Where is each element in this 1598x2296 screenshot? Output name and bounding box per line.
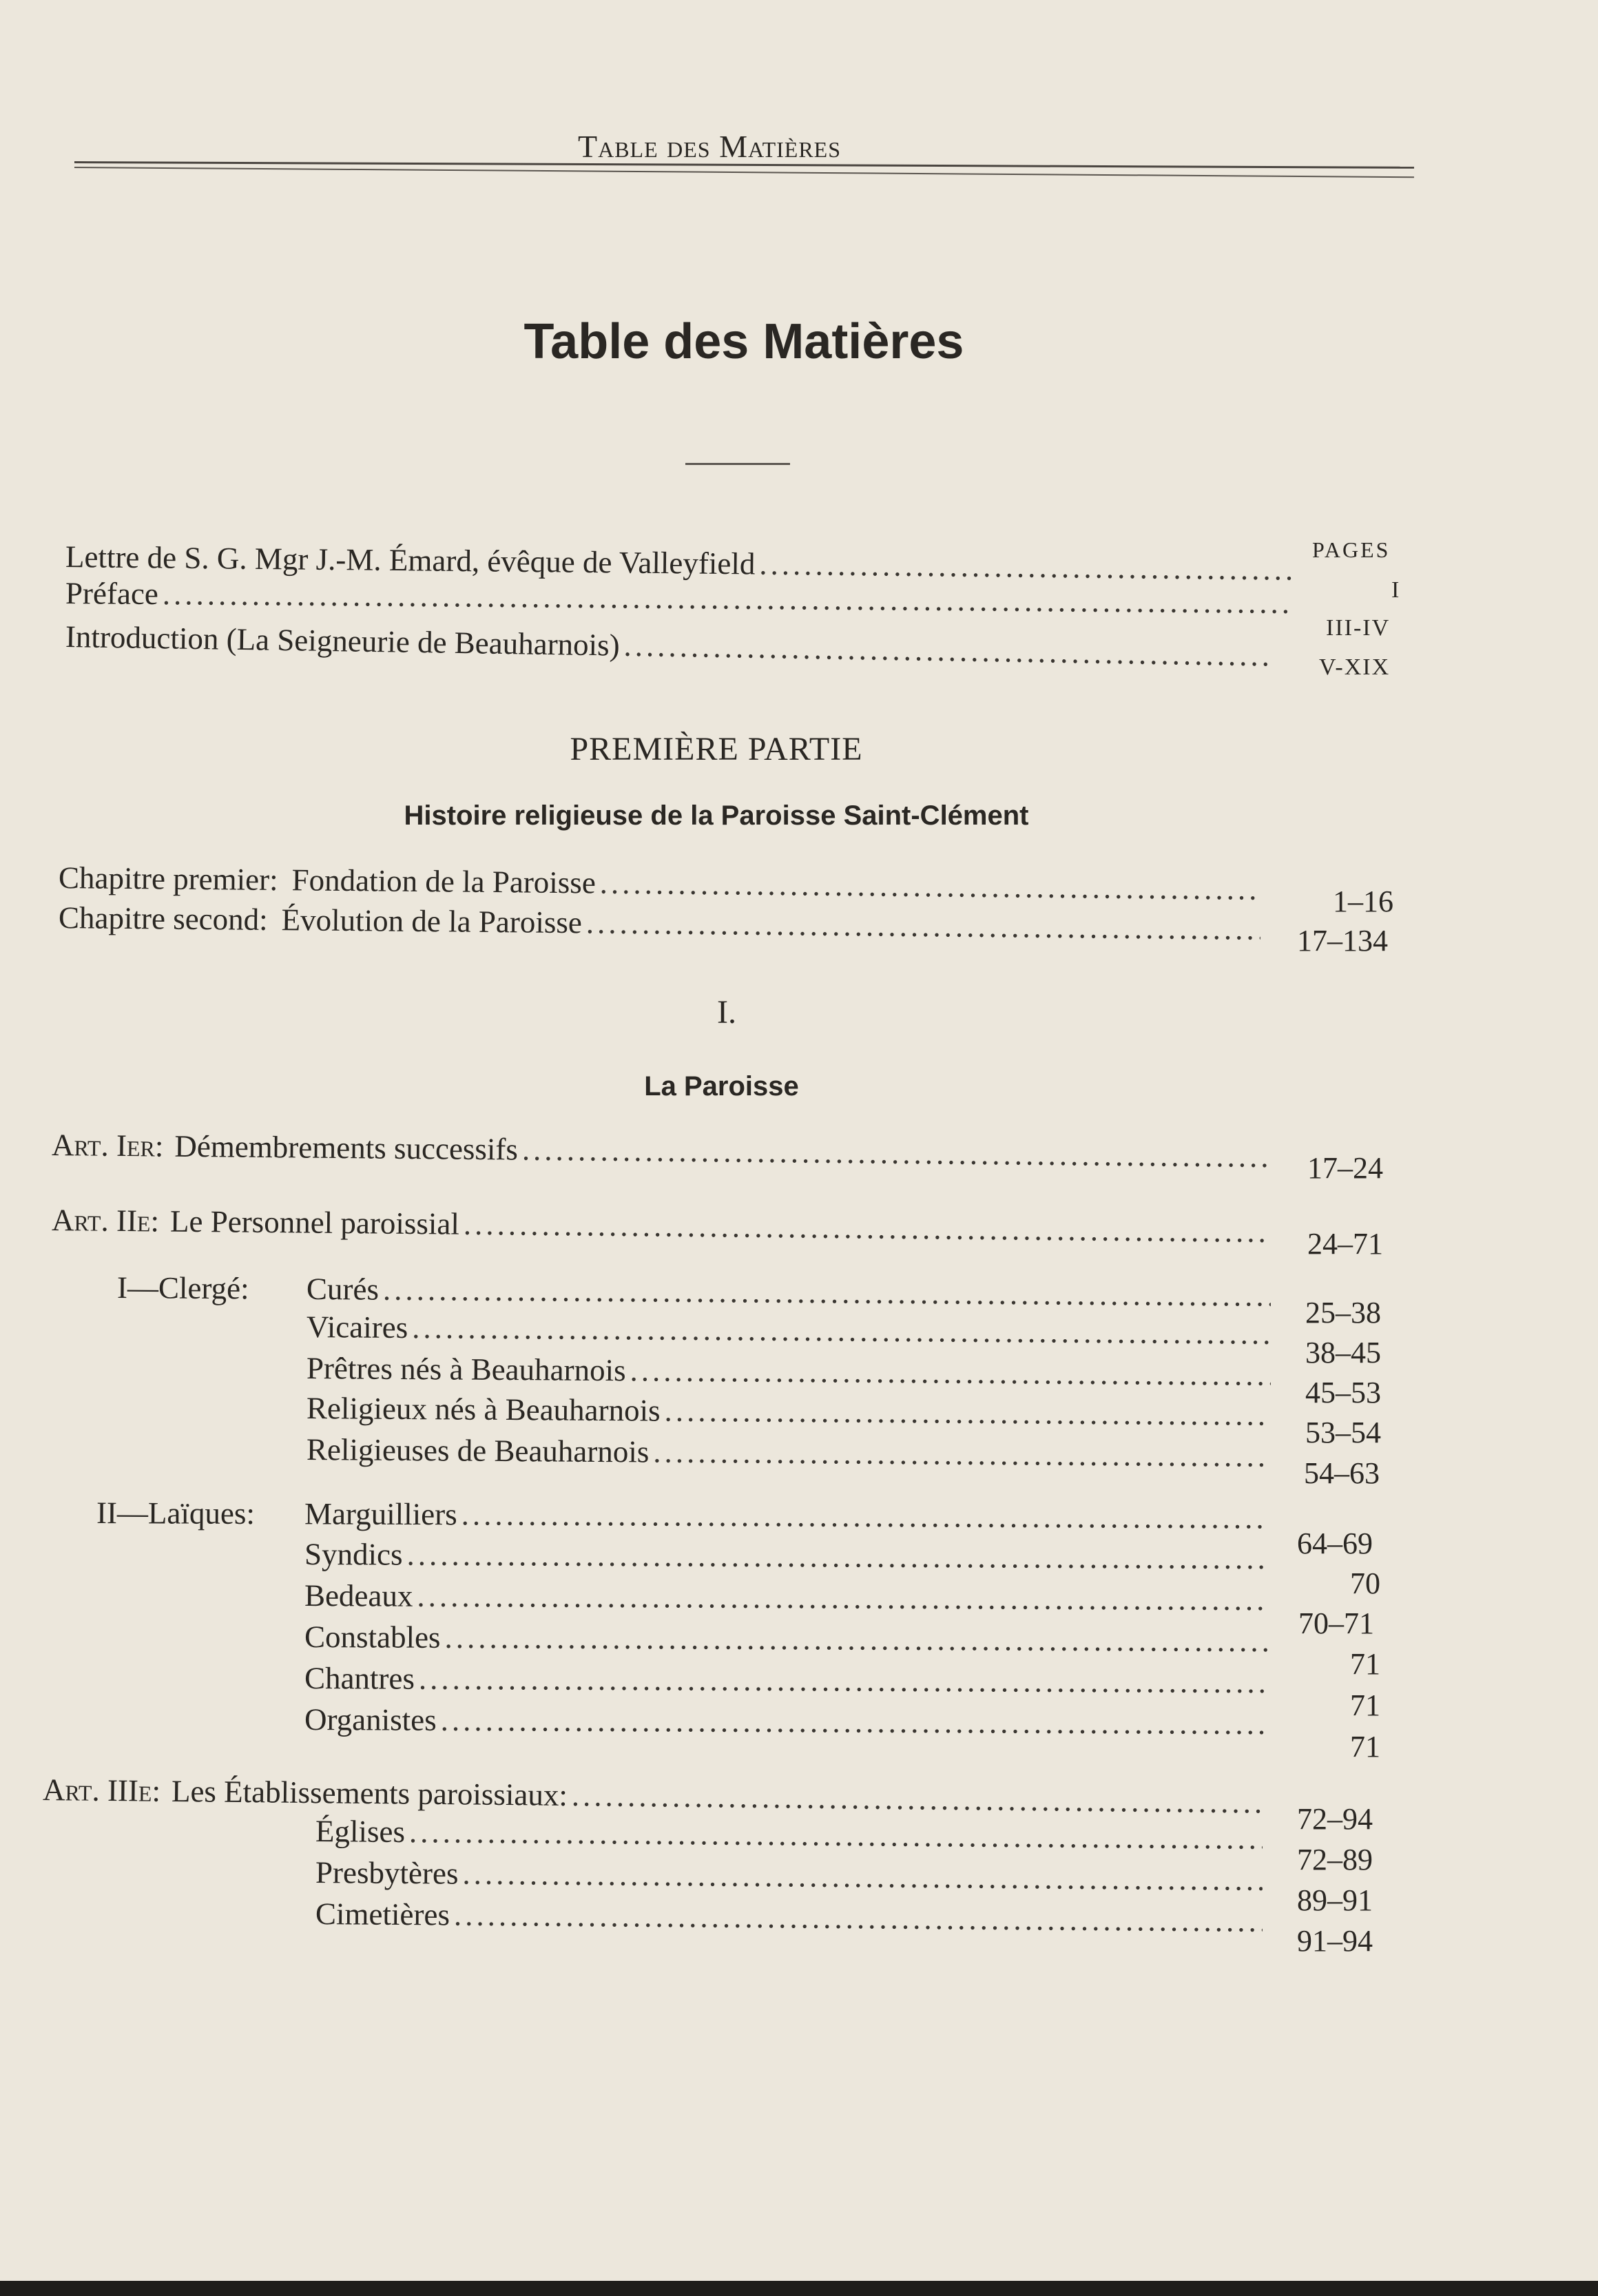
entry-label: Religieux nés à Beauharnois: [306, 1391, 661, 1428]
entry-page: 91–94: [1297, 1924, 1373, 1958]
dot-leader: [409, 1814, 1263, 1857]
entry-page: 64–69: [1297, 1527, 1373, 1560]
entry-label: Presbytères: [315, 1855, 459, 1891]
entry-label: Évolution de la Paroisse: [281, 902, 583, 940]
entry-label: Organistes: [304, 1702, 437, 1737]
entry-label: Bedeaux: [304, 1578, 413, 1613]
entry-label: Les Établissements paroissiaux:: [171, 1773, 568, 1812]
toc-entry-article-1[interactable]: [52, 1127, 1271, 1177]
title-divider: [685, 463, 790, 465]
toc-entry-clerge-religieux[interactable]: [307, 1390, 1271, 1436]
entry-page: 70: [1350, 1566, 1380, 1600]
toc-entry-laiques-organistes[interactable]: [304, 1702, 1267, 1744]
dot-leader: [462, 1856, 1263, 1898]
entry-page: 71: [1350, 1647, 1380, 1681]
entry-label: Le Personnel paroissial: [169, 1203, 460, 1241]
part-subtitle: Histoire religieuse de la Paroisse Saint-Clément: [404, 800, 1029, 831]
entry-prefix: Chapitre premier:: [58, 860, 278, 898]
toc-entry-laiques-syndics[interactable]: [304, 1536, 1267, 1579]
entry-label: Religieuses de Beauharnois: [306, 1432, 650, 1469]
entry-label: Préface: [65, 576, 159, 612]
entry-label: Lettre de S. G. Mgr J.-M. Émard, évêque de Valleyfield: [65, 539, 756, 581]
entry-prefix: Art. Ier:: [51, 1128, 164, 1163]
entry-page: 45–53: [1305, 1376, 1381, 1409]
entry-label: Marguilliers: [304, 1496, 457, 1532]
dot-leader: [572, 1777, 1263, 1820]
entry-page: III-IV: [1326, 615, 1391, 641]
entry-page: 24–71: [1307, 1227, 1383, 1261]
toc-entry-introduction[interactable]: [65, 619, 1275, 676]
page-title: Table des Matières: [523, 314, 964, 369]
dot-leader: [383, 1272, 1271, 1314]
scan-edge: [0, 2281, 1598, 2296]
dot-leader: [586, 904, 1261, 947]
entry-page: V-XIX: [1319, 654, 1391, 680]
toc-entry-clerge-vicaires[interactable]: [307, 1309, 1271, 1354]
entry-label: Démembrements successifs: [174, 1128, 519, 1167]
entry-label: Prêtres nés à Beauharnois: [306, 1351, 626, 1388]
toc-entry-laiques-bedeaux[interactable]: [304, 1578, 1267, 1620]
entry-page: 38–45: [1305, 1336, 1381, 1369]
running-head: Table des Matières: [578, 129, 841, 164]
toc-entry-clerge-religieuses[interactable]: [307, 1431, 1271, 1477]
pages-column-label: PAGES: [1312, 537, 1391, 562]
toc-entry-etablissements-presbyteres[interactable]: [315, 1854, 1263, 1901]
entry-page: I: [1391, 577, 1401, 603]
toc-entry-laiques-marguilliers[interactable]: [96, 1495, 1267, 1538]
toc-entry-etablissements-cimetieres[interactable]: [315, 1896, 1263, 1942]
entry-page: 17–134: [1297, 924, 1388, 958]
entry-prefix: I—Clergé:: [116, 1270, 249, 1306]
entry-page: 17–24: [1307, 1151, 1383, 1185]
toc-entry-clerge-pretres[interactable]: [307, 1350, 1271, 1396]
entry-page: 70–71: [1298, 1606, 1374, 1640]
dot-leader: [653, 1434, 1271, 1474]
entry-page: 72–89: [1297, 1843, 1373, 1876]
toc-entry-laiques-constables[interactable]: [304, 1619, 1267, 1662]
entry-label: Curés: [306, 1271, 380, 1307]
entry-prefix: II—Laïques:: [96, 1496, 256, 1531]
entry-label: Constables: [304, 1620, 441, 1655]
dot-leader: [464, 1206, 1272, 1250]
entry-prefix: Art. IIe:: [51, 1203, 160, 1239]
entry-page: 72–94: [1297, 1802, 1373, 1836]
header-rule-secondary: [74, 167, 1414, 178]
dot-leader: [441, 1702, 1268, 1741]
entry-label: Fondation de la Paroisse: [291, 862, 596, 900]
entry-page: 53–54: [1305, 1416, 1381, 1449]
dot-leader: [406, 1537, 1267, 1576]
dot-leader: [623, 628, 1274, 674]
dot-leader: [600, 865, 1261, 907]
dot-leader: [412, 1310, 1271, 1352]
dot-leader: [630, 1352, 1271, 1392]
entry-page: 1–16: [1333, 885, 1393, 918]
entry-label: Syndics: [304, 1537, 403, 1572]
toc-entry-etablissements-eglises[interactable]: [315, 1813, 1263, 1859]
dot-leader: [417, 1578, 1267, 1617]
dot-leader: [419, 1661, 1267, 1700]
entry-page: 89–91: [1297, 1883, 1373, 1917]
toc-entry-laiques-chantres[interactable]: [304, 1660, 1267, 1703]
entry-page: 54–63: [1304, 1456, 1380, 1490]
dot-leader: [461, 1496, 1268, 1535]
toc-entry-clerge-cures[interactable]: [117, 1270, 1271, 1316]
entry-prefix: Art. IIIe:: [42, 1772, 161, 1808]
entry-label: Introduction (La Seigneurie de Beauharnois): [65, 619, 621, 663]
entry-label: Chantres: [304, 1661, 415, 1696]
section-number: I.: [717, 994, 736, 1031]
entry-label: Vicaires: [306, 1310, 408, 1345]
entry-page: 71: [1350, 1688, 1380, 1722]
section-title: La Paroisse: [644, 1071, 799, 1102]
entry-label: Églises: [315, 1814, 406, 1850]
dot-leader: [444, 1620, 1267, 1659]
dot-leader: [522, 1132, 1271, 1175]
entry-prefix: Chapitre second:: [58, 900, 268, 937]
entry-page: 25–38: [1305, 1296, 1381, 1330]
part-title: PREMIÈRE PARTIE: [570, 731, 863, 767]
entry-label: Cimetières: [315, 1896, 450, 1932]
dot-leader: [664, 1393, 1271, 1433]
dot-leader: [454, 1897, 1263, 1939]
toc-entry-article-2[interactable]: [52, 1202, 1271, 1252]
entry-page: 71: [1350, 1730, 1380, 1764]
